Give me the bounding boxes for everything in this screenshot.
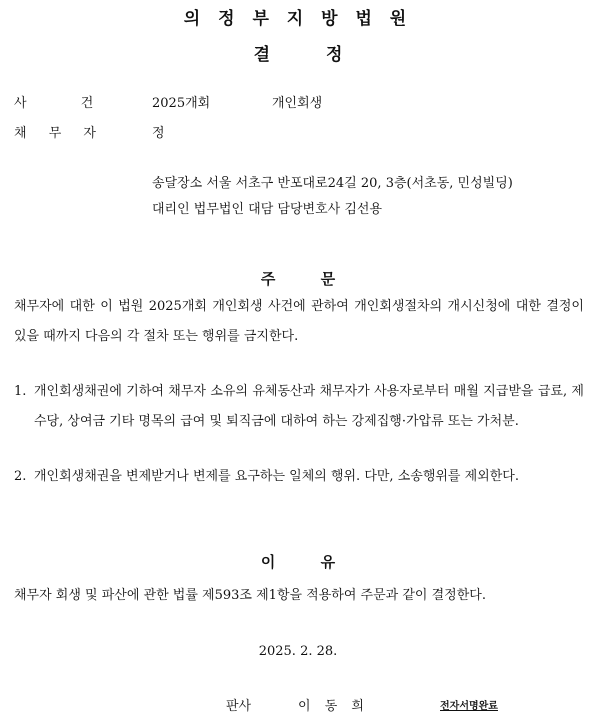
e-signature-stamp: 전자서명완료	[440, 701, 498, 712]
item-number: 1.	[14, 384, 27, 399]
order-intro: 채무자에 대한 이 법원 2025개회 개인회생 사건에 관하여 개인회생절차의 개시신청에 대한 결정이 있을 때까지 다음의 각 절차 또는 행위를 금지한다.	[14, 299, 584, 344]
reason-heading: 이 유	[260, 553, 336, 571]
service-address: 송달장소 서울 서초구 반포대로24길 20, 3층(서초동, 민성빌딩)	[152, 176, 513, 191]
item-text: 개인회생채권을 변제받거나 변제를 요구하는 일체의 행위. 다만, 소송행위를 제외한다.	[34, 469, 519, 484]
agent-line: 대리인 법무법인 대담 담당변호사 김선용	[152, 202, 383, 217]
order-heading: 주 문	[260, 270, 336, 288]
decision-date: 2025. 2. 28.	[258, 644, 338, 659]
court-name: 의 정 부 지 방 법 원	[183, 9, 413, 29]
order-item-2	[14, 462, 584, 492]
judge-name: 이 동 희	[298, 699, 364, 714]
order-item-1	[14, 377, 584, 437]
item-number: 2.	[14, 469, 27, 484]
judge-title: 판사	[226, 699, 252, 714]
reason-text: 채무자 회생 및 파산에 관한 법률 제593조 제1항을 적용하여 주문과 같이 결정한다.	[14, 588, 486, 603]
case-number: 2025개회	[152, 96, 211, 111]
document-title: 결 정	[253, 45, 343, 65]
case-type: 개인회생	[272, 96, 323, 111]
debtor-label: 채 무 자	[14, 126, 96, 141]
debtor-name: 정	[152, 126, 165, 141]
case-label: 사 건	[14, 96, 94, 111]
item-text: 개인회생채권에 기하여 채무자 소유의 유체동산과 채무자가 사용자로부터 매월 지급받을 급료, 제수당, 상여금 기타 명목의 급여 및 퇴직금에 대하여 하는 강제집행·가압류 또는 가처분.	[34, 384, 584, 429]
